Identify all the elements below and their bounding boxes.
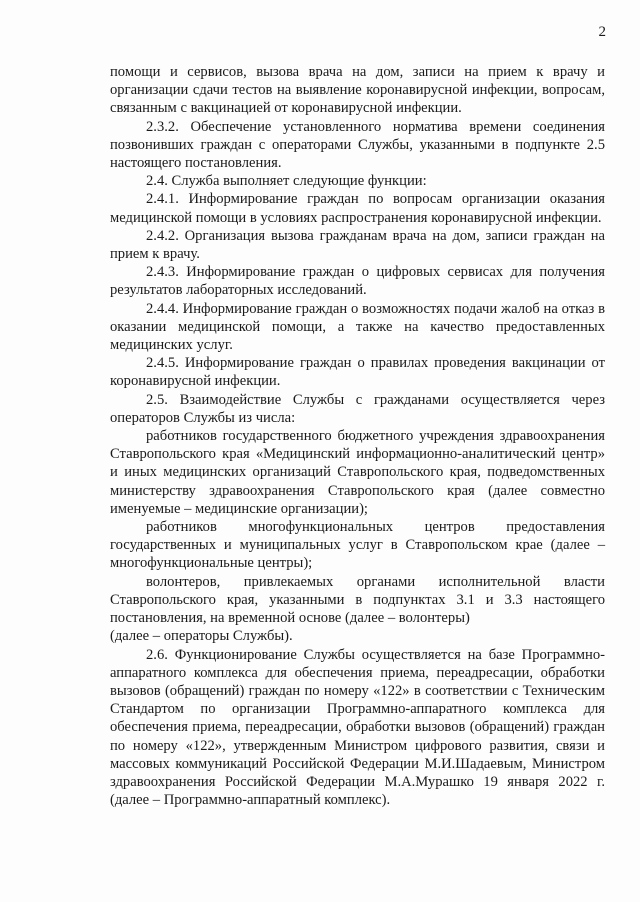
paragraph: волонтеров, привлекаемых органами исполнительной власти Ставропольского края, указанными в подпунктах 3.1 и 3.3 настоящего постановления, на временной основе (далее – волонтеры) — [110, 573, 605, 627]
paragraph: работников многофункциональных центров предоставления государственных и муниципальных услуг в Ставропольском крае (далее – многофункциональные центры); — [110, 519, 605, 572]
paragraph: 2.3.2. Обеспечение установленного норматива времени соединения позвонивших граждан с операторами Службы, указанными в подпункте 2.5 настоящего постановления. — [110, 118, 605, 172]
paragraph: помощи и сервисов, вызова врача на дом, записи на прием к врачу и организации сдачи тестов на выявление коронавирусной инфекции, вопросам, связанным с вакцинацией от коронавирусной инфекции. — [110, 64, 605, 117]
paragraph: 2.4.4. Информирование граждан о возможностях подачи жалоб на отказ в оказании медицинской помощи, а также на качество предоставленных медицинских услуг. — [110, 300, 605, 354]
paragraph: 2.4.2. Организация вызова гражданам врача на дом, записи граждан на прием к врачу. — [110, 227, 605, 263]
paragraph: 2.4.1. Информирование граждан по вопросам организации оказания медицинской помощи в условиях распространения коронавирусной инфекции. — [110, 191, 605, 226]
page-number: 2 — [598, 24, 606, 40]
document-body — [110, 63, 605, 809]
paragraph: 2.4.3. Информирование граждан о цифровых сервисах для получения результатов лабораторных исследований. — [110, 264, 605, 299]
paragraph: 2.5. Взаимодействие Службы с гражданами осуществляется через операторов Службы из числа: — [110, 391, 605, 426]
paragraph: (далее – операторы Службы). — [110, 628, 293, 645]
paragraph: 2.6. Функционирование Службы осуществляется на базе Программно-аппаратного комплекса для обеспечения приема, переадресации, обработки вызовов (обращений) граждан по номеру «122» в соответствии с Техническим Стандартом по организации Программно-аппаратного комплекса для обеспечения приема, переадресации, обработки вызовов (обращений) граждан по номеру «122», утвержденным Министром цифрового развития, связи и массовых коммуникаций Российской Федерации М.И.Шадаевым, Министром здравоохранения Российской Федерации М.А.Мурашко 19 января 2022 г. (далее – Программно-аппаратный комплекс). — [110, 646, 605, 809]
paragraph: работников государственного бюджетного учреждения здравоохранения Ставропольского края «Медицинский информационно-аналитический центр» и иных медицинских организаций Ставропольского края, подведомственных министерству здравоохранения Ставропольского края (далее совместно именуемые – медицинские организации); — [110, 428, 605, 517]
paragraph: 2.4.5. Информирование граждан о правилах проведения вакцинации от коронавирусной инфекции. — [110, 355, 605, 390]
paragraph: 2.4. Служба выполняет следующие функции: — [146, 173, 427, 190]
